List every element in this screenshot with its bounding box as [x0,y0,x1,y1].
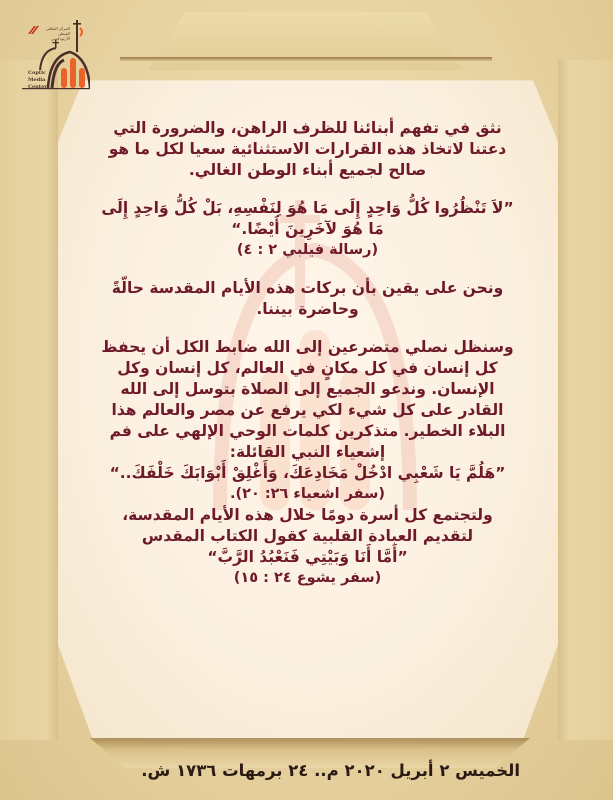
text-line: الإنسان. وندعو الجميع إلى الصلاة بتوسل إلى الله [120,380,495,398]
text-line: نثق في تفهم أبنائنا للظرف الراهن، والضرورة التي [113,119,502,137]
paragraph-philippians-quote [95,198,520,261]
paragraph-blessings [95,278,520,320]
scripture-reference: (رسالة فيلبي ٢ : ٤) [236,242,379,258]
paragraph-understanding [95,118,520,181]
top-flap-shadow [120,57,492,62]
scripture-quote-line: ”لاَ تَنْظُرُوا كُلُّ وَاحِدٍ إِلَى مَا هُوَ لِنَفْسِهِ، بَلْ كُلُّ وَاحِدٍ إِلَى [101,199,514,217]
scripture-quote-line: ”أَمَّا أَنَا وَبَيْتِي فَنَعْبُدُ الرَّبَّ“ [207,548,408,566]
text-line: وسنظل نصلي متضرعين إلى الله ضابط الكل أن يحفظ [101,338,514,356]
left-border-panel [0,60,58,740]
church-dome-logo-icon [14,8,90,90]
text-line: دعتنا لاتخاذ هذه القرارات الاستثنائية سعيا لكل ما هو [108,140,507,158]
logo-english-line-3: Center [28,84,47,90]
scripture-quote-line: مَا هُوَ لآخَرِينَ أَيْضًا.“ [231,220,384,238]
right-border-panel [558,60,613,740]
logo-arabic-line-1: المركز الثقافي [45,26,70,31]
date-footer: الخميس ٢ أبريل ٢٠٢٠ م.. ٢٤ برمهات ١٧٣٦ ش. [141,761,520,780]
text-line: صالح لجميع أبناء الوطن الغالي. [188,161,427,179]
logo-arabic-line-2: القبطي الأرثوذكسي [50,31,70,41]
text-line: كل إنسان في كل مكانٍ في العالم، كل إنسان وكل [117,359,498,377]
logo-english-name [28,70,47,91]
text-line: البلاء الخطير. متذكرين كلمات الوحي الإلهي على فم [109,422,506,440]
logo-arabic-name [40,26,70,41]
text-line: القادر على كل شيء لكي يرفع عن مصر والعالم هذا [111,401,504,419]
text-line: إشعياء النبي القائلة: [229,443,386,461]
scripture-reference: (سفر يشوع ٢٤ : ١٥) [233,570,382,586]
statement-body [95,118,520,589]
text-line: لتقديم العبادة القلبية كقول الكتاب المقدس [141,527,474,545]
text-line: ونحن على يقين بأن بركات هذه الأيام المقدسة حالّةً [111,279,504,297]
text-line: وحاضرة بيننا. [256,300,359,318]
text-line: ولتجتمع كل أسرة دومًا خلال هذه الأيام المقدسة، [122,506,493,524]
logo-english-line-1: Coptic [28,70,47,76]
coptic-media-center-logo [14,8,90,90]
logo-english-line-2: Media [28,77,46,83]
scripture-reference: (سفر اشعياء ٢٦: ٢٠). [229,486,386,502]
scripture-quote-line: ”هَلُمَّ يَا شَعْبِي ادْخُلْ مَخَادِعَكَ، وَأَغْلِقْ أَبْوَابَكَ خَلْفَكَ..“ [109,464,506,482]
paragraph-prayer [95,337,520,589]
